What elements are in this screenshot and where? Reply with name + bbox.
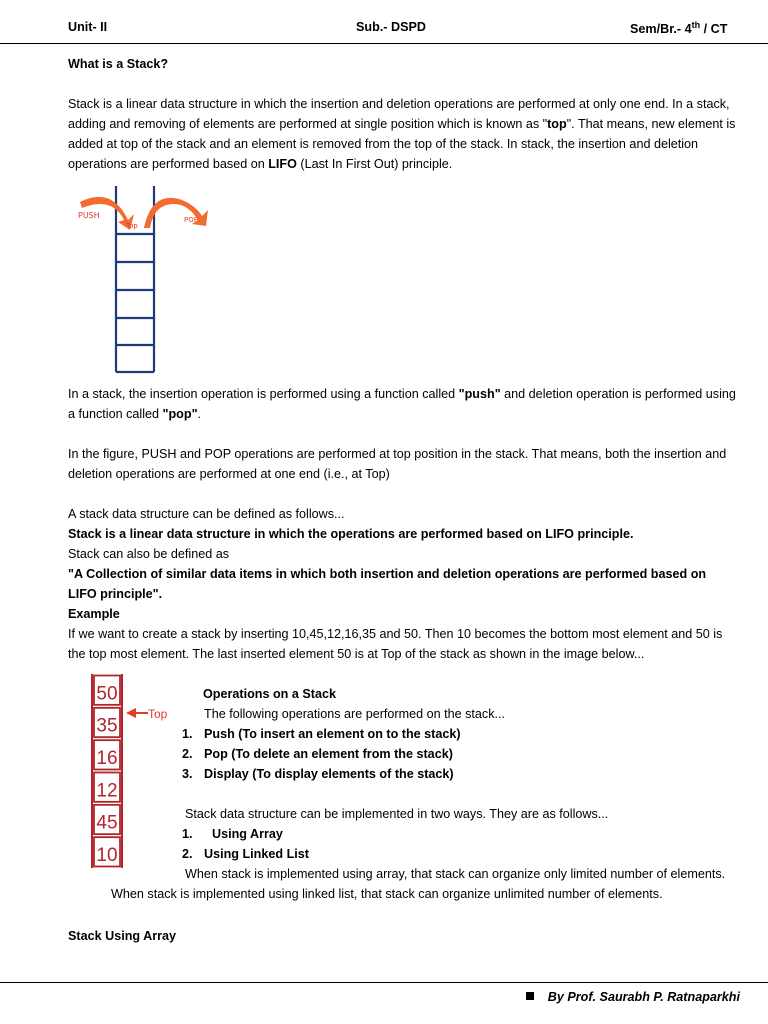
pop-label: POP: [184, 216, 198, 224]
list-text: Display (To display elements of the stack): [204, 767, 454, 781]
operation-item-push: [182, 724, 461, 744]
footer-rule: [0, 982, 768, 983]
implementation-intro: Stack data structure can be implemented in two ways. They are as follows...: [185, 807, 609, 821]
push-label: PUSH: [78, 211, 100, 220]
para1-text-a: Stack is a linear data structure in which the insertion and deletion operations are performed at only one end. In a stack, adding and removing of elements are performed at single position which is known as ": [68, 97, 730, 131]
definition-also: Stack can also be defined as: [68, 547, 230, 561]
push-pop-stack-figure: [70, 182, 220, 374]
list-number: 1.: [182, 727, 193, 741]
top-label: Top: [126, 222, 138, 230]
example-heading: Example: [68, 607, 120, 621]
stack-value: 35: [96, 715, 118, 737]
implementation-item-array: [182, 824, 309, 844]
paragraph-figure-explanation: In the figure, PUSH and POP operations are performed at top position in the stack. That means, both the insertion and deletion operations are performed at one end (i.e., at Top): [68, 447, 727, 481]
header-sem-prefix: Sem/Br.- 4: [630, 22, 692, 37]
list-number: 1.: [182, 827, 193, 841]
operations-heading: Operations on a Stack: [203, 687, 336, 701]
bullet-square-icon: [526, 992, 534, 1000]
para2-pop: "pop": [162, 407, 198, 421]
para1-top: top: [547, 117, 567, 131]
stack-value: 16: [96, 748, 118, 769]
header-semester: [630, 20, 727, 36]
footer-text: By Prof. Saurabh P. Ratnaparkhi: [547, 990, 740, 1004]
para2-text-b: and deletion operation is performed using a function called: [68, 387, 736, 421]
header-sem-sup: th: [691, 20, 701, 30]
para1-lifo: LIFO: [268, 157, 297, 171]
stack-value: 45: [96, 812, 118, 834]
para1-text-c: (Last In First Out) principle.: [296, 157, 453, 171]
list-text: Pop (To delete an element from the stack): [204, 747, 453, 761]
operations-list: [182, 724, 461, 784]
list-text: Using Linked List: [204, 847, 309, 861]
header-sem-suffix: / CT: [700, 22, 728, 37]
example-top-label: Top: [148, 707, 168, 721]
definition-intro: A stack data structure can be defined as follows...: [68, 507, 345, 521]
operation-item-display: [182, 764, 461, 784]
stack-value: 12: [96, 780, 118, 802]
header-unit: Unit- II: [68, 20, 108, 34]
example-text: If we want to create a stack by inserting 10,45,12,16,35 and 50. Then 10 becomes the bottom most element and 50 is the top most element. The last inserted element 50 is at Top of the stack as shown in the image below...: [68, 627, 723, 661]
definition-bold: Stack is a linear data structure in which the operations are performed based on LIFO principle.: [68, 527, 634, 541]
para2-push: "push": [458, 387, 501, 401]
operation-item-pop: [182, 744, 461, 764]
header-rule: [0, 43, 768, 44]
heading-what-is-stack: What is a Stack?: [68, 57, 169, 71]
implementation-array-note: When stack is implemented using array, that stack can organize only limited number of elements.: [185, 867, 726, 881]
operations-intro: The following operations are performed on the stack...: [204, 707, 506, 721]
list-text: Using Array: [212, 827, 283, 841]
para1-text-b: ". That means, new element is added at top of the stack and an element is removed from the top of the stack. In stack, the insertion and deletion operations are performed based on: [68, 117, 736, 171]
stack-value: 10: [96, 845, 118, 866]
header-subject: Sub.- DSPD: [356, 20, 426, 34]
stack-value: 50: [96, 683, 118, 705]
list-number: 2.: [182, 847, 193, 861]
definition-bold-2: "A Collection of similar data items in which both insertion and deletion operations are performed based on LIFO principle".: [68, 567, 707, 601]
example-stack-figure: [88, 672, 180, 870]
footer-author: [526, 990, 740, 1004]
para2-text-c: .: [197, 407, 202, 421]
implementation-linked-note: When stack is implemented using linked list, that stack can organize unlimited number of elements.: [111, 887, 663, 901]
paragraph-push-pop: [68, 384, 738, 424]
paragraph-stack-definition: [68, 94, 738, 174]
list-text: Push (To insert an element on to the stack): [204, 727, 461, 741]
list-number: 2.: [182, 747, 193, 761]
top-pointer-arrow-icon: [126, 708, 148, 718]
heading-stack-using-array: Stack Using Array: [68, 929, 177, 943]
para2-text-a: In a stack, the insertion operation is performed using a function called: [68, 387, 459, 401]
list-number: 3.: [182, 767, 193, 781]
implementation-list: [182, 824, 309, 864]
implementation-item-linked-list: [182, 844, 309, 864]
